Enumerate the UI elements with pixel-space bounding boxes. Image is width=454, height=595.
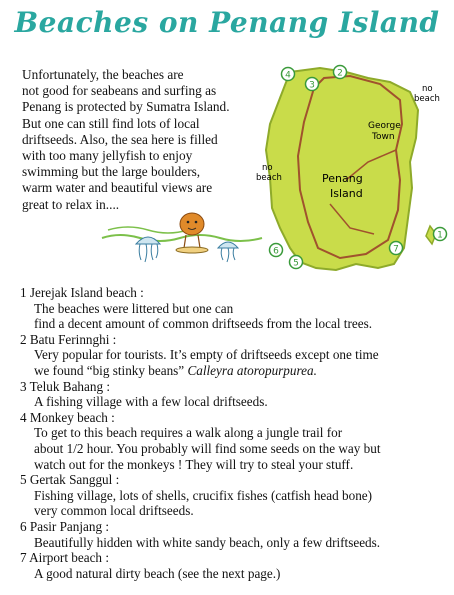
beach-heading: 1 Jerejak Island beach : xyxy=(20,285,144,300)
intro-line: warm water and beautiful views are xyxy=(22,180,213,196)
jellyfish-icon xyxy=(218,242,238,262)
beach-description: A fishing village with a few local driftseeds. xyxy=(34,394,268,410)
beach-description: The beaches were littered but one can find a decent amount of common driftseeds from the local trees. xyxy=(34,300,373,332)
list-item xyxy=(20,379,450,410)
intro-paragraph xyxy=(22,67,270,213)
page-title: Beaches on Penang Island xyxy=(14,6,440,39)
svg-text:4: 4 xyxy=(285,70,291,81)
no-beach-west-label: no xyxy=(262,163,273,173)
beach-description: Very popular for tourists. It’s empty of driftseeds except one time we found “big stinky beans” Calleyra atoropurpurea. xyxy=(34,347,379,378)
wave-line xyxy=(102,235,262,241)
beach-marker-6 xyxy=(270,244,283,257)
no-beach-east-label: no xyxy=(422,84,433,94)
beach-description: Fishing village, lots of shells, crucifix fishes (catfish head bone) very common local driftseeds. xyxy=(34,487,373,519)
list-item xyxy=(20,332,450,379)
svg-text:3: 3 xyxy=(309,80,315,91)
island-shape xyxy=(266,68,418,270)
svg-text:5: 5 xyxy=(293,258,299,269)
intro-line: But one can still find lots of local xyxy=(22,115,200,131)
beach-description: To get to this beach requires a walk along a jungle trail for about 1/2 hour. You probably will find some seeds on the way but watch out for the monkeys ! They will try to steal your stuff. xyxy=(34,425,381,472)
jellyfish-icon xyxy=(136,237,160,262)
penang-island-map xyxy=(250,58,454,278)
list-item xyxy=(20,472,450,519)
beach-description: Beautifully hidden with white sandy beach, only a few driftseeds. xyxy=(34,534,381,550)
beach-list xyxy=(20,285,450,581)
list-item xyxy=(20,410,450,472)
george-town-label: Town xyxy=(372,132,395,142)
beach-marker-2 xyxy=(334,66,347,79)
no-beach-west-label: beach xyxy=(256,173,282,183)
beach-marker-5 xyxy=(290,256,303,269)
penang-island-label: Island xyxy=(330,187,363,200)
svg-text:6: 6 xyxy=(273,246,279,257)
list-item xyxy=(20,285,450,332)
beach-description: A good natural dirty beach (see the next page.) xyxy=(34,565,281,581)
intro-line: Unfortunately, the beaches are xyxy=(22,67,184,82)
intro-line: with too many jellyfish to enjoy xyxy=(22,148,193,164)
beach-marker-1 xyxy=(434,228,447,241)
intro-line: not good for seabeans and surfing as xyxy=(22,83,217,99)
svg-text:1: 1 xyxy=(437,230,443,241)
species-name: Calleyra atoropurpurea. xyxy=(187,362,317,378)
jellyfish-illustration xyxy=(100,210,265,268)
list-item xyxy=(20,519,450,550)
beach-heading: 7 Airport beach : xyxy=(20,550,109,566)
beach-marker-3 xyxy=(306,78,319,91)
beach-marker-7 xyxy=(390,242,403,255)
beach-heading: 4 Monkey beach : xyxy=(20,409,115,425)
no-beach-east-label: beach xyxy=(414,94,440,104)
wave-line xyxy=(108,227,188,233)
svg-text:7: 7 xyxy=(393,244,399,255)
intro-line: swimming but the large boulders, xyxy=(22,164,201,180)
beach-heading: 3 Teluk Bahang : xyxy=(20,378,111,394)
beach-heading: 2 Batu Ferinnghi : xyxy=(20,331,117,347)
intro-line: Penang is protected by Sumatra Island. xyxy=(22,99,230,115)
penang-island-label: Penang xyxy=(322,172,363,185)
beach-heading: 6 Pasir Panjang : xyxy=(20,518,110,534)
beach-heading: 5 Gertak Sanggul : xyxy=(20,472,120,488)
george-town-label: George xyxy=(368,121,401,131)
list-item xyxy=(20,550,450,581)
intro-line: driftseeds. Also, the sea here is filled xyxy=(22,131,218,147)
intro-line: great to relax in.... xyxy=(22,196,120,212)
beach-marker-4 xyxy=(282,68,295,81)
svg-text:2: 2 xyxy=(337,68,343,79)
surfer-seabean-icon xyxy=(176,213,208,253)
